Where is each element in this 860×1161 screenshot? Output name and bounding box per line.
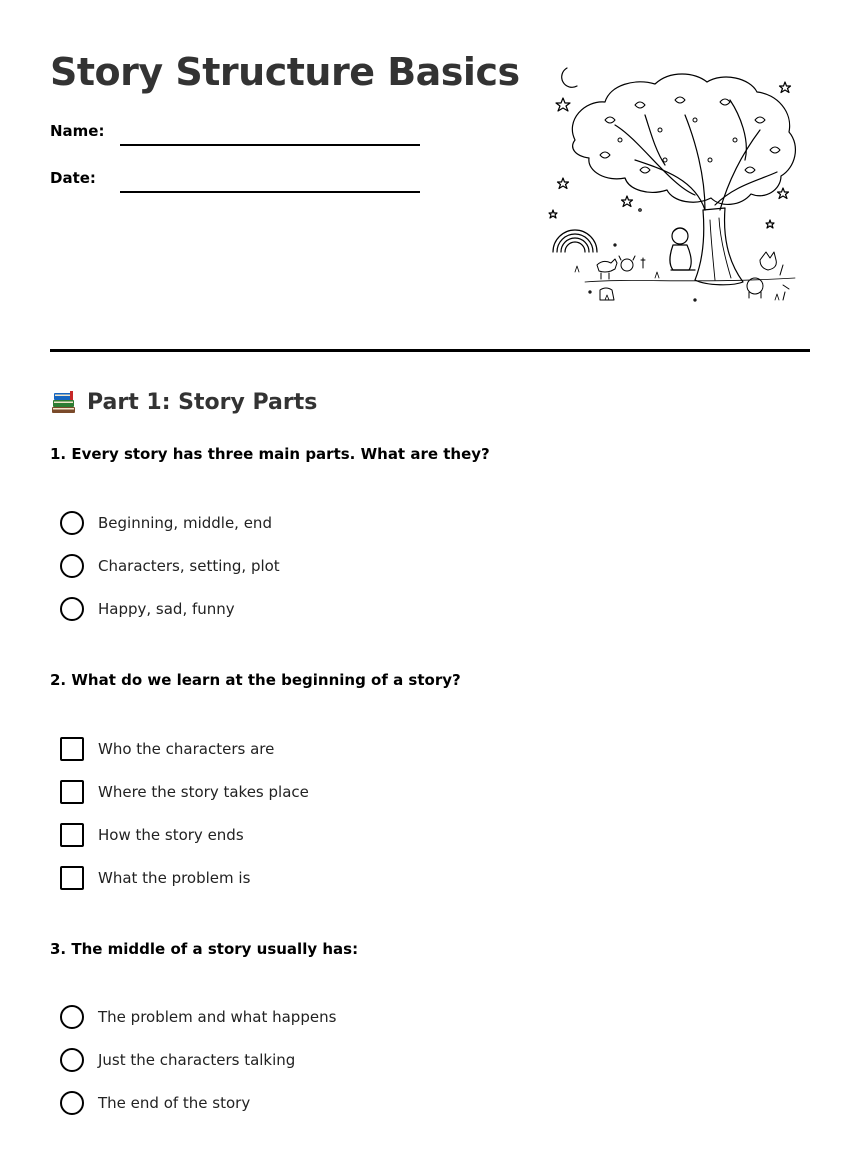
question-3-option-2[interactable] bbox=[60, 1047, 295, 1073]
rainbow-icon bbox=[553, 230, 597, 252]
question-3-option-1[interactable] bbox=[60, 1004, 336, 1030]
option-label: What the problem is bbox=[98, 869, 251, 887]
section-divider bbox=[50, 349, 810, 352]
date-label: Date: bbox=[50, 169, 96, 187]
name-label: Name: bbox=[50, 122, 105, 140]
animal-figures bbox=[597, 252, 789, 300]
stars-decoration bbox=[549, 82, 791, 301]
books-icon bbox=[50, 389, 77, 415]
option-label: Where the story takes place bbox=[98, 783, 309, 801]
checkbox[interactable] bbox=[60, 737, 84, 761]
child-figure bbox=[670, 228, 695, 270]
question-2-option-3[interactable] bbox=[60, 822, 244, 848]
question-3-option-3[interactable] bbox=[60, 1090, 250, 1116]
leaf-texture bbox=[600, 97, 780, 173]
name-input-line[interactable] bbox=[120, 144, 420, 146]
checkbox[interactable] bbox=[60, 780, 84, 804]
tree-branches bbox=[615, 100, 777, 210]
option-label: How the story ends bbox=[98, 826, 244, 844]
date-input-line[interactable] bbox=[120, 191, 420, 193]
radio-button[interactable] bbox=[60, 1048, 84, 1072]
radio-button[interactable] bbox=[60, 1005, 84, 1029]
tree-canopy bbox=[572, 74, 795, 204]
ground-line bbox=[585, 278, 795, 282]
date-field[interactable] bbox=[50, 169, 420, 199]
option-label: Happy, sad, funny bbox=[98, 600, 235, 618]
page-title: Story Structure Basics bbox=[50, 50, 520, 94]
option-label: Just the characters talking bbox=[98, 1051, 296, 1069]
name-field[interactable] bbox=[50, 122, 420, 152]
moon-icon bbox=[562, 68, 577, 87]
question-1: 1. Every story has three main parts. What are they? bbox=[50, 445, 490, 463]
question-2-option-4[interactable] bbox=[60, 865, 250, 891]
question-3: 3. The middle of a story usually has: bbox=[50, 940, 359, 958]
option-label: The end of the story bbox=[98, 1094, 251, 1112]
section-title: Part 1: Story Parts bbox=[87, 389, 318, 415]
option-label: Who the characters are bbox=[98, 740, 275, 758]
checkbox[interactable] bbox=[60, 823, 84, 847]
section-heading bbox=[50, 389, 317, 415]
question-2-option-1[interactable] bbox=[60, 736, 274, 762]
radio-button[interactable] bbox=[60, 554, 84, 578]
option-label: Characters, setting, plot bbox=[98, 557, 280, 575]
option-label: Beginning, middle, end bbox=[98, 514, 272, 532]
question-1-option-1[interactable] bbox=[60, 510, 272, 536]
question-2: 2. What do we learn at the beginning of a story? bbox=[50, 671, 461, 689]
option-label: The problem and what happens bbox=[98, 1008, 337, 1026]
question-2-option-2[interactable] bbox=[60, 779, 309, 805]
question-1-option-2[interactable] bbox=[60, 553, 280, 579]
tree-illustration bbox=[545, 60, 805, 315]
checkbox[interactable] bbox=[60, 866, 84, 890]
radio-button[interactable] bbox=[60, 511, 84, 535]
radio-button[interactable] bbox=[60, 1091, 84, 1115]
question-1-option-3[interactable] bbox=[60, 596, 235, 622]
radio-button[interactable] bbox=[60, 597, 84, 621]
